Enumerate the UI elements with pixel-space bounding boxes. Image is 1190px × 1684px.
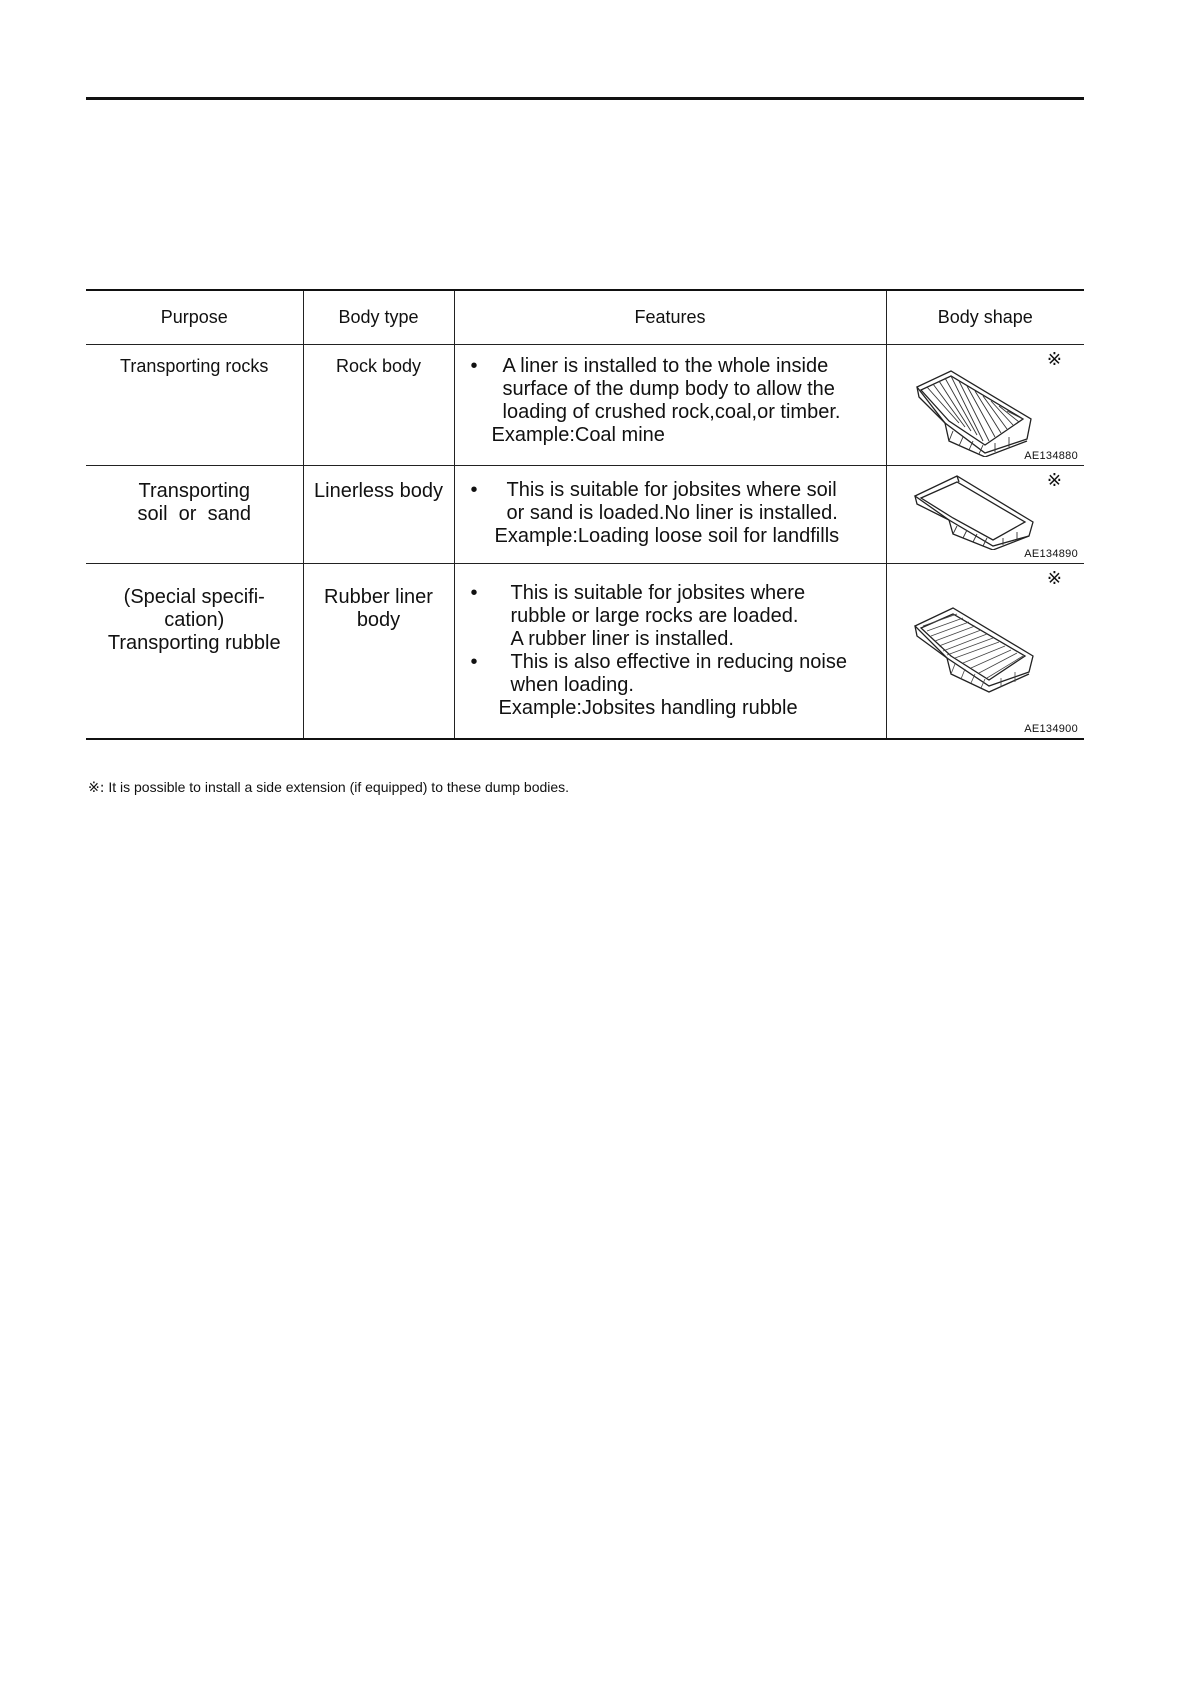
purpose-cell [86,344,303,465]
table-row [86,563,1084,739]
purpose-text: Transporting rubble [107,631,281,654]
side-extension-mark: ※ [1046,567,1062,589]
purpose-cell [86,465,303,563]
feature-line: rubble or large rocks are loaded. [510,604,799,627]
feature-bullet [455,479,886,525]
feature-line: This is suitable for jobsites where [510,581,806,604]
purpose-text: soil or sand [137,502,251,525]
image-code: AE134880 [1024,449,1078,462]
bullet-dot: • [470,581,478,604]
image-code: AE134900 [1024,723,1078,735]
bullet-dot: • [470,478,478,501]
purpose-text: Transporting [138,479,251,502]
purpose-cell [86,563,303,739]
side-extension-mark: ※ [1046,348,1062,370]
table-row [86,344,1084,465]
body-type-text: Linerless body [314,479,443,502]
image-code: AE134890 [1024,547,1078,560]
body-shape-cell [886,563,1084,739]
body-shape-cell [886,344,1084,465]
feature-bullet [455,651,886,697]
feature-line: A liner is installed to the whole inside [502,354,829,377]
example-text: Example:Coal mine [491,423,665,446]
top-rule [86,97,1084,100]
table-row [86,465,1084,563]
body-type-cell [303,563,454,739]
example-text: Example:Loading loose soil for landfills [494,524,840,547]
body-type-text: Rock body [335,355,422,376]
footnote [88,779,569,796]
purpose-text: Transporting rocks [120,355,269,376]
side-extension-mark: ※ [1046,469,1062,491]
purpose-text: (Special specifi- [123,585,265,608]
feature-line: loading of crushed rock,coal,or timber. [502,400,841,423]
feature-line: A rubber liner is installed. [510,627,734,650]
purpose-text: cation) [164,608,225,631]
features-cell [454,465,886,563]
footnote-mark: ※: [88,780,105,796]
body-shape-cell [886,465,1084,563]
example-text: Example:Jobsites handling rubble [498,696,798,719]
features-cell [454,563,886,739]
dump-body-table [86,289,1084,740]
feature-line: This is suitable for jobsites where soil [506,478,837,501]
bullet-dot: • [470,354,478,377]
feature-line: or sand is loaded.No liner is installed. [506,501,838,524]
feature-bullet [455,355,886,424]
header-body-shape: Body shape [886,290,1084,344]
body-type-cell [303,344,454,465]
header-body-type: Body type [303,290,454,344]
body-type-text: Rubber liner [324,585,433,608]
footnote-text: It is possible to install a side extension (if equipped) to these dump bodies. [108,779,570,795]
body-type-cell [303,465,454,563]
features-cell [454,344,886,465]
rubber-liner-body-illustration [909,596,1039,696]
linerless-body-illustration [909,470,1039,550]
feature-line: surface of the dump body to allow the [502,377,835,400]
feature-line: This is also effective in reducing noise [510,650,847,673]
header-purpose: Purpose [86,290,303,344]
feature-bullet [455,582,886,651]
feature-line: when loading. [510,673,634,696]
rock-body-illustration [909,357,1039,457]
bullet-dot: • [470,650,478,673]
header-features: Features [454,290,886,344]
body-type-text: body [356,608,401,631]
table-header-row [86,290,1084,344]
